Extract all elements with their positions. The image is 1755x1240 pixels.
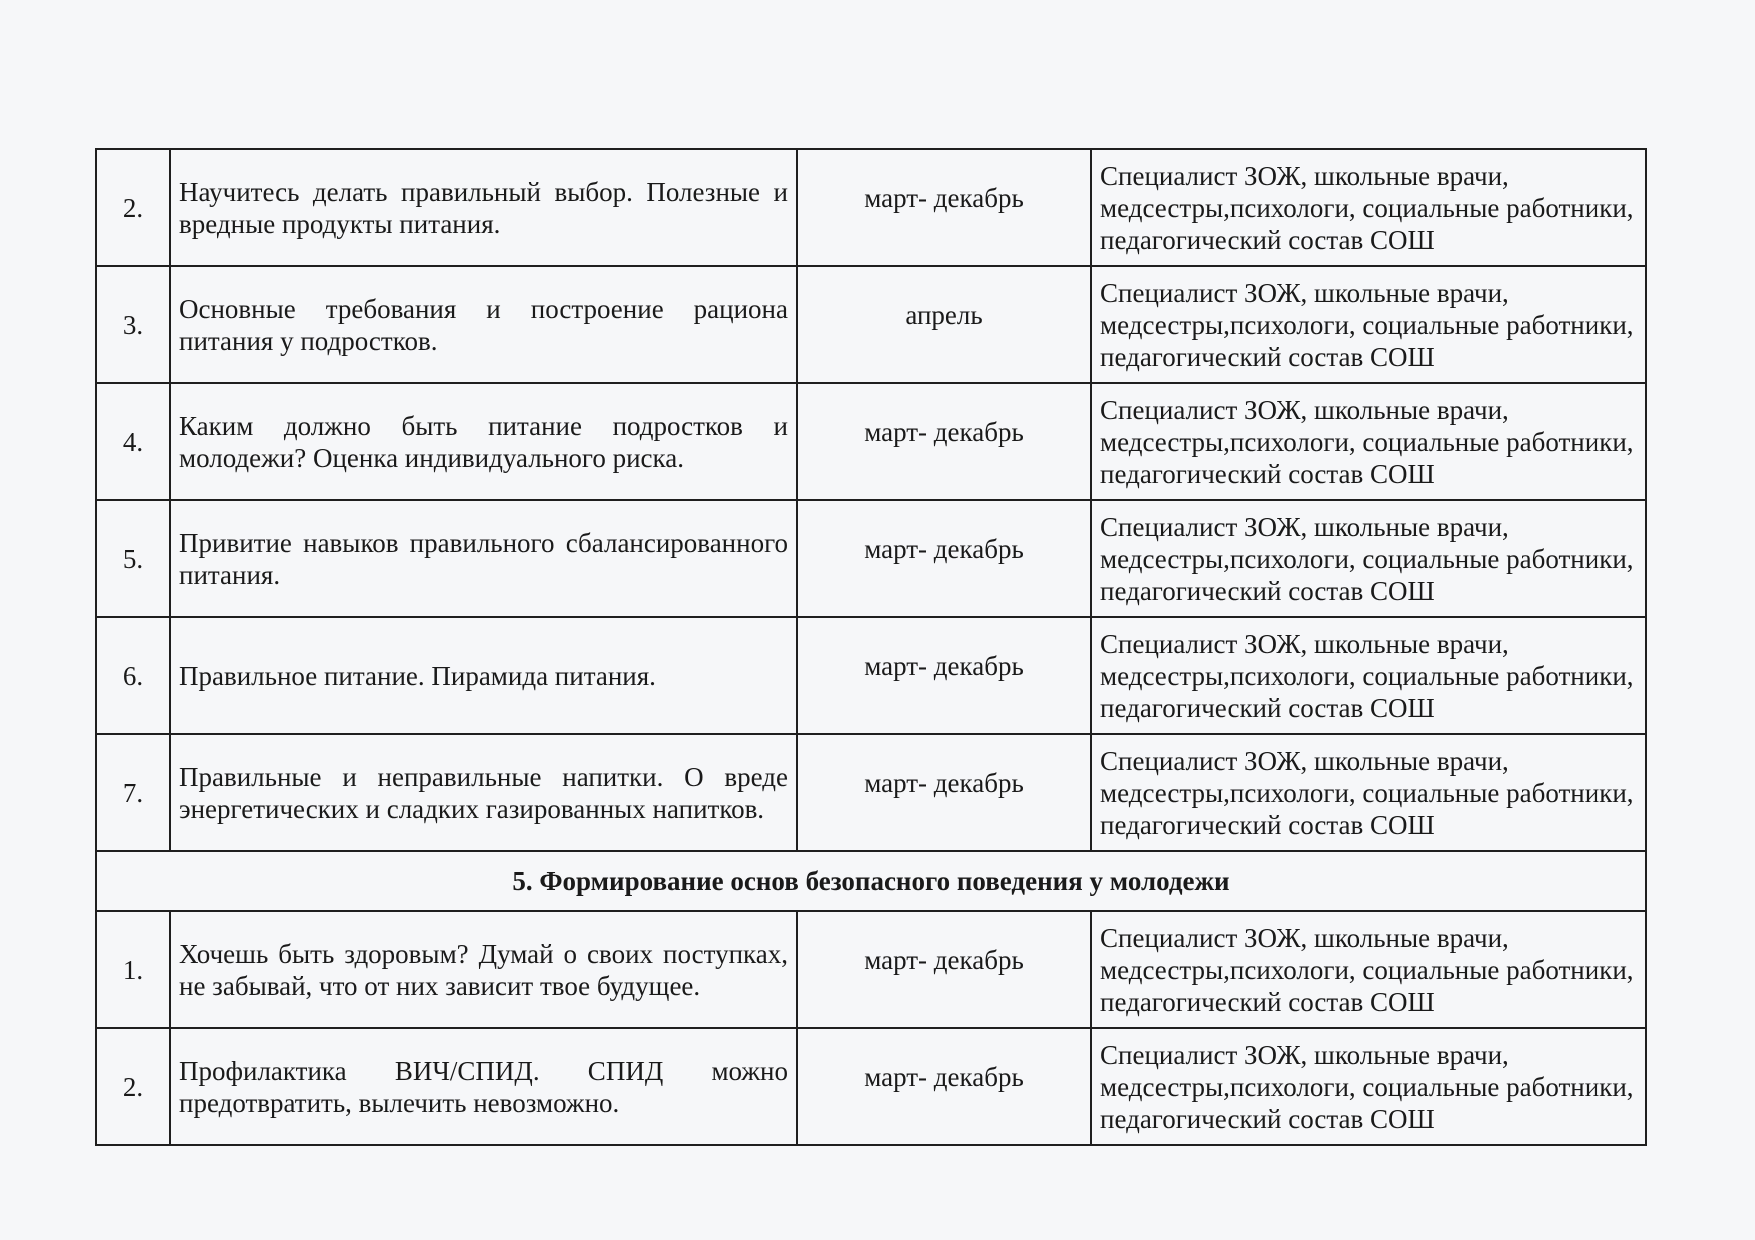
row-responsible: Специалист ЗОЖ, школьные врачи, медсестры,психологи, социальные работники, педагогический состав СОШ xyxy=(1091,617,1646,734)
row-period: март- декабрь xyxy=(797,500,1091,617)
row-responsible: Специалист ЗОЖ, школьные врачи, медсестры,психологи, социальные работники, педагогический состав СОШ xyxy=(1091,149,1646,266)
row-responsible: Специалист ЗОЖ, школьные врачи, медсестры,психологи, социальные работники, педагогический состав СОШ xyxy=(1091,383,1646,500)
plan-table xyxy=(95,148,1647,1146)
table-row xyxy=(96,734,1646,851)
row-topic: Правильное питание. Пирамида питания. xyxy=(170,617,797,734)
section-header-row xyxy=(96,851,1646,911)
row-topic: Хочешь быть здоровым? Думай о своих поступках, не забывай, что от них зависит твое будущее. xyxy=(170,911,797,1028)
row-topic: Каким должно быть питание подростков и молодежи? Оценка индивидуального риска. xyxy=(170,383,797,500)
table-row xyxy=(96,383,1646,500)
row-topic: Привитие навыков правильного сбалансированного питания. xyxy=(170,500,797,617)
row-number: 1. xyxy=(96,911,170,1028)
row-number: 6. xyxy=(96,617,170,734)
row-period: март- декабрь xyxy=(797,911,1091,1028)
row-period: апрель xyxy=(797,266,1091,383)
row-number: 5. xyxy=(96,500,170,617)
table-row xyxy=(96,911,1646,1028)
table-row xyxy=(96,1028,1646,1145)
row-period: март- декабрь xyxy=(797,149,1091,266)
table-row xyxy=(96,500,1646,617)
row-topic: Научитесь делать правильный выбор. Полезные и вредные продукты питания. xyxy=(170,149,797,266)
row-number: 2. xyxy=(96,1028,170,1145)
row-responsible: Специалист ЗОЖ, школьные врачи, медсестры,психологи, социальные работники, педагогический состав СОШ xyxy=(1091,734,1646,851)
table-row xyxy=(96,266,1646,383)
row-responsible: Специалист ЗОЖ, школьные врачи, медсестры,психологи, социальные работники, педагогический состав СОШ xyxy=(1091,500,1646,617)
row-period: март- декабрь xyxy=(797,1028,1091,1145)
row-topic: Правильные и неправильные напитки. О вреде энергетических и сладких газированных напитков. xyxy=(170,734,797,851)
row-topic: Профилактика ВИЧ/СПИД. СПИД можно предотвратить, вылечить невозможно. xyxy=(170,1028,797,1145)
row-number: 7. xyxy=(96,734,170,851)
row-responsible: Специалист ЗОЖ, школьные врачи, медсестры,психологи, социальные работники, педагогический состав СОШ xyxy=(1091,911,1646,1028)
row-number: 2. xyxy=(96,149,170,266)
table-row xyxy=(96,617,1646,734)
row-responsible: Специалист ЗОЖ, школьные врачи, медсестры,психологи, социальные работники, педагогический состав СОШ xyxy=(1091,1028,1646,1145)
row-number: 4. xyxy=(96,383,170,500)
row-period: март- декабрь xyxy=(797,734,1091,851)
section-title: 5. Формирование основ безопасного поведения у молодежи xyxy=(96,851,1646,911)
table-row xyxy=(96,149,1646,266)
row-topic: Основные требования и построение рациона питания у подростков. xyxy=(170,266,797,383)
row-period: март- декабрь xyxy=(797,617,1091,734)
row-number: 3. xyxy=(96,266,170,383)
row-period: март- декабрь xyxy=(797,383,1091,500)
row-responsible: Специалист ЗОЖ, школьные врачи, медсестры,психологи, социальные работники, педагогический состав СОШ xyxy=(1091,266,1646,383)
